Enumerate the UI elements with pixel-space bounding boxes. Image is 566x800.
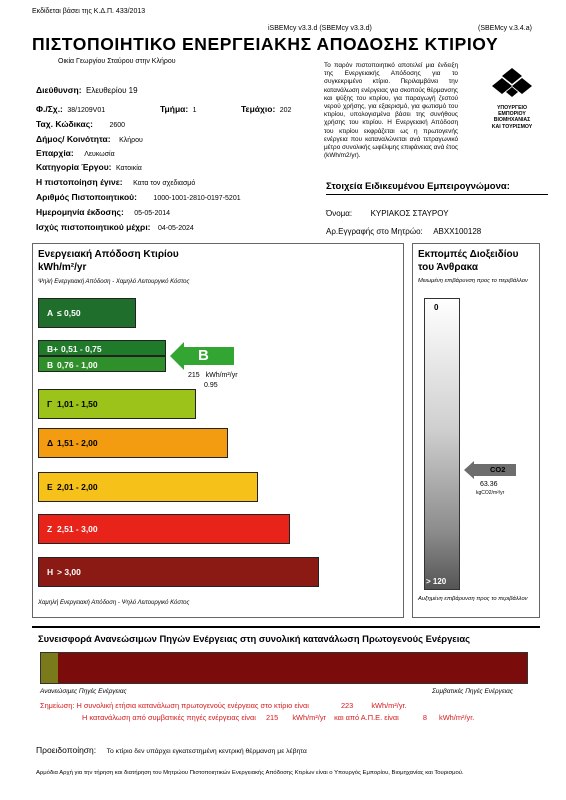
cert-done-value: Κατα τον σχεδιασμό [133,180,196,187]
warning-row [36,740,307,758]
district-row: Επαρχία: Λευκωσία [36,148,115,158]
renewable-share-fill [41,653,58,683]
category-value: Κατοικία [115,165,142,172]
page-title: ΠΙΣΤΟΠΟΙΗΤΙΚΟ ΕΝΕΡΓΕΙΑΚΗΣ ΑΠΟΔΟΣΗΣ ΚΤΙΡΙΟΥ [32,34,499,54]
renewable-consumption-value: 8 [422,713,427,722]
validity-value: 04-05-2024 [157,225,194,232]
energy-band-7 [38,514,290,544]
address-row: Διεύθυνση: Ελευθερίου 19 [36,85,138,95]
postcode-row: Ταχ. Κώδικας: 2600 [36,119,126,129]
energy-bottom-note: Χαμηλή Ενεργειακή Απόδοση - Ψηλό Λειτουργικό Κόστος [38,600,190,606]
section-row: Τμήμα: 1 [160,104,197,114]
engine-version: (SBEMcy v.3.4.a) [478,25,532,32]
section-value: 1 [192,107,197,114]
ministry-name-2: ΕΜΠΟΡΙΟΥ [498,111,526,118]
competent-authority: Αρμόδια Αρχή για την τήρηση και διατήρηση του Μητρώου Πιστοποιητικών Ενεργειακής Απόδοσης Κτιρίων είναι ο Υπουργός Εμπορίου, Βιομηχανίας και Τουρισμού. [36,770,464,776]
co2-value: 63.36 [480,481,498,488]
energy-band-letter: Ε [47,482,53,492]
sheet-row: Τεμάχιο: 202 [241,104,292,114]
energy-band-range: 0,76 - 1,00 [57,360,98,370]
address-value: Ελευθερίου 19 [86,86,138,95]
energy-band-letter: A [47,308,54,318]
energy-band-letter: Η [47,567,54,577]
energy-band-letter: Ζ [47,524,53,534]
plot-row: Φ./Σχ.: 38/1209V01 [36,104,106,114]
issue-date-row: Ημερομηνία έκδοσης: 05-05-2014 [36,207,171,217]
conventional-share-fill [58,653,527,683]
category-row: Κατηγορία Έργου: Κατοικία [36,162,142,172]
ministry-name-3: ΒΙΟΜΗΧΑΝΙΑΣ [493,117,531,124]
renewable-label: Ανανεώσιμες Πηγές Ενέργειας [40,688,127,695]
expert-divider [326,194,548,195]
energy-band-range: > 3,00 [57,567,81,577]
energy-band-range: 1,01 - 1,50 [57,399,98,409]
note-label: Σημείωση: [40,701,75,710]
warning-label: Προειδοποίηση: [36,745,97,755]
renewable-heading: Συνεισφορά Ανανεώσιμων Πηγών Ενέργειας στη συνολική κατανάλωση Πρωτογενούς Ενέργειας [38,633,470,644]
energy-unit-title: kWh/m²/yr [38,262,87,273]
renewable-divider [32,626,540,628]
expert-heading: Στοιχεία Ειδικευμένου Εμπειρογνώμονα: [326,181,510,192]
energy-title: Ενεργειακή Απόδοση Κτιρίου [38,249,179,260]
co2-title: Εκπομπές Διοξειδίου [418,249,519,260]
note-line-2: Η κατανάλωση από συμβατικές πηγές ενέργειας είναι 215 kWh/m²/yr και από Α.Π.Ε. είναι 8 kWh/m²/yr. [82,713,475,722]
cert-number-row: Αριθμός Πιστοποιητικού: 1000-1001-2810-0197-5201 [36,192,241,202]
validity-row: Ισχύς πιστοποιητικού μέχρι: 04-05-2024 [36,222,194,232]
issue-date-value: 05-05-2014 [134,210,171,217]
energy-band-3 [38,356,166,372]
rating-value: 215 [188,372,200,379]
energy-band-letter: B [47,360,54,370]
total-consumption-value: 223 [340,701,354,710]
issued-basis: Εκδίδεται βάσει της Κ.Δ.Π. 433/2013 [32,8,146,15]
software-version: iSBEMcy v3.3.d (SBEMcy v3.3.d) [268,25,372,32]
energy-band-range: 2,51 - 3,00 [57,524,98,534]
rating-letter: B [198,347,209,364]
co2-marker-label: CO2 [490,465,506,474]
building-owner: Οικία Γεωργίου Σταύρου στην Κλήρου [58,58,176,65]
co2-top-note: Μειωμένη επιβάρυνση προς το περιβάλλον [418,278,528,284]
district-value: Λευκωσία [84,151,115,158]
energy-band-2 [38,340,166,356]
energy-band-letter: Δ [47,438,54,448]
conventional-label: Συμβατικές Πηγές Ενέργειας [432,688,514,695]
rating-arrow [170,342,234,375]
rating-unit: kWh/m²/yr [205,372,238,379]
renewable-share-bar [40,652,528,684]
expert-registration: ΑΒΧΧ100128 [433,227,482,236]
energy-band-5 [38,428,228,458]
energy-band-range: ≤ 0,50 [57,308,81,318]
plot-value: 38/1209V01 [67,107,106,114]
ministry-emblem-icon [492,66,532,100]
ministry-name-4: ΚΑΙ ΤΟΥΡΙΣΜΟΥ [491,123,533,130]
certificate-description: Το παρόν πιστοποιητικό αποτελεί μια ένδειξη της Ενεργειακής Απόδοσης για το συγκεκριμένο κτίριο. Περιλαμβάνει την κατανάλωση ενέργειας για σκοπούς θέρμανσης και ψύξης του κτιρίου, για παραγωγή ζεστού νερού χρήσης, για εξαερισμό, για φωτισμό του κτιρίου, υπολογισμένα βάσει της συνήθους χρήσης του κτιρίου. Η Ενεργειακή Απόδοση του κτιρίου εκφράζεται ως η πρωτογενής ενέργεια που καταναλώνεται ανά τετραγωνικό μέτρο συνολικής ωφέλιμης επιφάνειας ανά έτος (kWh/m2/yr). [324,62,458,160]
energy-band-4 [38,389,196,419]
energy-band-letter: Γ [47,399,53,409]
expert-name-row: Όνομα: ΚΥΡΙΑΚΟΣ ΣΤΑΥΡΟΥ [326,209,449,218]
energy-band-6 [38,472,258,502]
expert-name: ΚΥΡΙΑΚΟΣ ΣΤΑΥΡΟΥ [370,209,449,218]
warning-text: Το κτίριο δεν υπάρχει εγκατεστημένη κεντρική θέρμανση με λέβητα [106,748,307,755]
co2-title-2: του Άνθρακα [418,262,479,273]
energy-band-8 [38,557,319,587]
co2-unit: kgCO2/m²/yr [476,490,505,496]
energy-band-1 [38,298,136,328]
co2-scale-bar [424,298,460,590]
cert-number-value: 1000-1001-2810-0197-5201 [153,195,241,202]
ministry-logo [477,66,547,130]
municipality-row: Δήμος/ Κοινότητα: Κλήρου [36,134,143,144]
rating-ratio: 0.95 [204,382,218,389]
rating-value-row [188,372,238,379]
conventional-consumption-value: 215 [265,713,279,722]
co2-scale-bottom: > 120 [426,577,447,586]
postcode-value: 2600 [109,122,126,129]
note-line-1: Σημείωση: Η συνολική ετήσια κατανάλωση πρωτογενούς ενέργειας στο κτίριο είναι 223 kWh/m²/yr. [40,701,407,710]
cert-done-row: Η πιστοποίηση έγινε: Κατα τον σχεδιασμό [36,177,196,187]
expert-registration-row: Αρ.Εγγραφής στο Μητρώο: ΑΒΧΧ100128 [326,227,482,236]
energy-band-range: 2,01 - 2,00 [57,482,98,492]
sheet-value: 202 [279,107,292,114]
energy-band-range: 1,51 - 2,00 [57,438,98,448]
energy-band-range: 0,51 - 0,75 [61,344,102,354]
co2-bottom-note: Αυξημένη επιβάρυνση προς το περιβάλλον [418,596,528,602]
co2-scale-top: 0 [434,303,439,312]
municipality-value: Κλήρου [119,137,143,144]
ministry-name-1: ΥΠΟΥΡΓΕΙΟ [496,105,528,111]
energy-band-letter: B+ [47,344,59,354]
energy-top-note: Ψηλή Ενεργειακή Απόδοση - Χαμηλό Λειτουργικό Κόστος [38,279,190,285]
